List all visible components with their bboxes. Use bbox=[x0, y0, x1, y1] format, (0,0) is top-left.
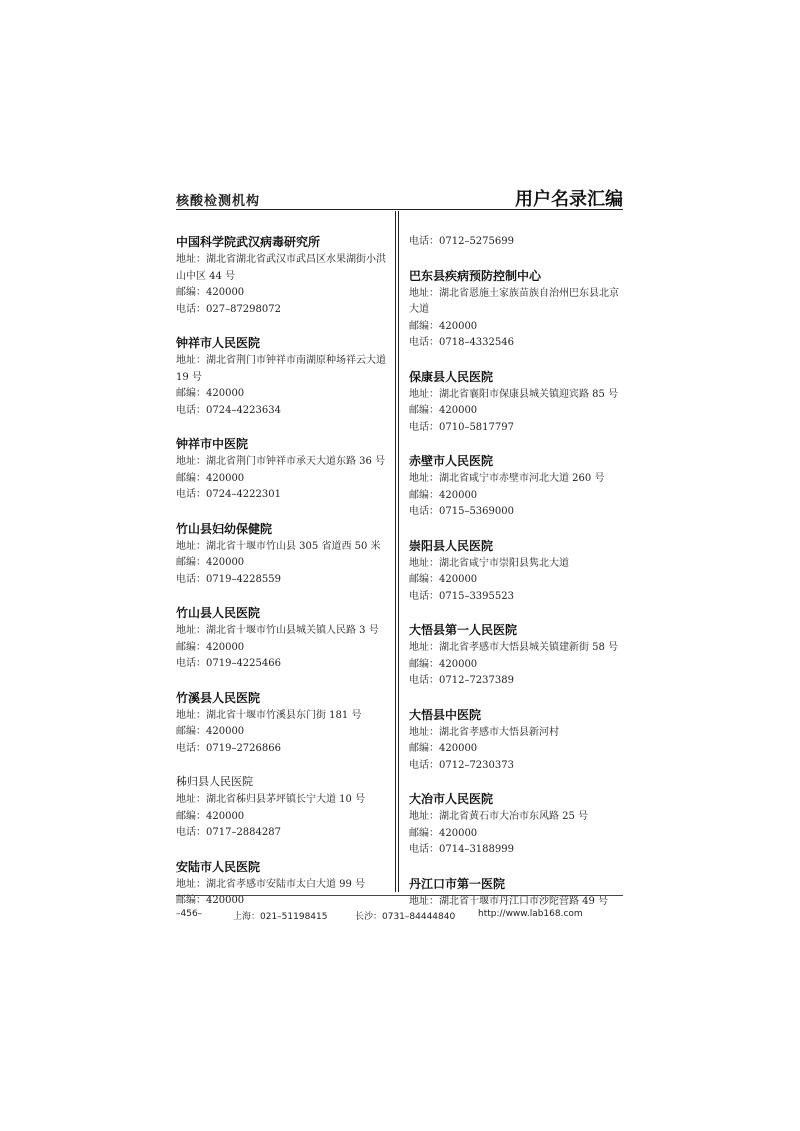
postcode-line: 邮编：420000 bbox=[176, 388, 245, 399]
phone-line: 电话：0719–2726866 bbox=[176, 742, 281, 754]
institution-name: 保康县人民医院 bbox=[409, 369, 494, 384]
postcode-line: 邮编：420000 bbox=[409, 827, 478, 839]
postcode-line: 邮编：420000 bbox=[176, 810, 245, 822]
address-line: 地址：湖北省襄阳市保康县城关镇迎宾路 85 号 bbox=[409, 388, 619, 400]
postcode-line: 邮编：420000 bbox=[176, 895, 245, 906]
institution-name: 大悟县中医院 bbox=[409, 707, 482, 722]
institution-entry bbox=[409, 791, 623, 859]
phone-line: 电话：0712–5275699 bbox=[409, 236, 514, 247]
institution-name: 赤壁市人民医院 bbox=[409, 454, 494, 468]
phone-line: 电话：0715–3395523 bbox=[409, 590, 514, 602]
address-line: 地址：湖北省孝感市安陆市太白大道 99 号 bbox=[176, 878, 366, 890]
footer-shanghai-phone: 上海：021–51198415 bbox=[233, 912, 328, 922]
phone-line: 电话：0724–4222301 bbox=[176, 489, 281, 500]
address-line: 地址：湖北省十堰市丹江口市沙陀营路 49 号 bbox=[409, 895, 609, 907]
postcode-line: 邮编：420000 bbox=[409, 320, 478, 332]
phone-line: 电话：0719–4225466 bbox=[176, 658, 281, 669]
address-line: 地址：湖北省咸宁市赤壁市河北大道 260 号 bbox=[409, 473, 605, 484]
institution-name: 竹山县人民医院 bbox=[176, 606, 261, 620]
footer-website-link[interactable]: http://www.lab168.com bbox=[478, 909, 583, 919]
phone-line: 电话：0719–4228559 bbox=[176, 573, 281, 585]
institution-entry bbox=[176, 335, 390, 419]
phone-line: 电话：0715–5369000 bbox=[409, 506, 514, 517]
institution-entry bbox=[176, 234, 390, 318]
phone-line: 电话：0724–4223634 bbox=[176, 404, 281, 416]
institution-name: 钟祥市人民医院 bbox=[176, 336, 261, 350]
postcode-line: 邮编：420000 bbox=[409, 743, 478, 754]
phone-line: 电话：0712–7237389 bbox=[409, 675, 514, 686]
header-rule bbox=[176, 209, 623, 210]
address-line: 地址：湖北省十堰市竹溪县东门街 181 号 bbox=[176, 709, 362, 721]
institution-entry bbox=[409, 707, 623, 775]
postcode-line: 邮编：420000 bbox=[409, 405, 478, 416]
institution-entry bbox=[409, 538, 623, 606]
institution-name: 钟祥市中医院 bbox=[176, 437, 249, 451]
phone-line: 电话：0712–7230373 bbox=[409, 759, 514, 771]
postcode-line: 邮编：420000 bbox=[176, 641, 245, 653]
institution-entry bbox=[176, 605, 390, 673]
column-separator bbox=[395, 211, 399, 892]
footer-rule bbox=[176, 895, 623, 896]
phone-line: 电话：027–87298072 bbox=[176, 303, 281, 315]
institution-entry bbox=[176, 690, 390, 758]
address-line: 地址：湖北省孝感市大悟县城关镇建新街 58 号 bbox=[409, 642, 619, 653]
institution-name: 秭归县人民医院 bbox=[176, 775, 253, 788]
postcode-line: 邮编：420000 bbox=[409, 574, 478, 585]
phone-line: 电话：0714–3188999 bbox=[409, 844, 514, 855]
institution-entry bbox=[409, 268, 623, 352]
postcode-line: 邮编：420000 bbox=[176, 726, 245, 737]
postcode-line: 邮编：420000 bbox=[409, 489, 478, 501]
page-number: –456– bbox=[176, 909, 203, 919]
left-column bbox=[176, 234, 390, 927]
postcode-line: 邮编：420000 bbox=[409, 658, 478, 670]
institution-name: 安陆市人民医院 bbox=[176, 859, 261, 874]
footer-changsha-phone: 长沙：0731–84444840 bbox=[355, 912, 456, 922]
phone-line: 电话：0710–5817797 bbox=[409, 421, 514, 433]
address-line: 地址：湖北省十堰市竹山县 305 省道西 50 米 bbox=[176, 540, 381, 552]
address-line: 地址：湖北省恩施土家族苗族自治州巴东县北京大道 bbox=[409, 287, 619, 315]
institution-entry bbox=[176, 521, 390, 589]
institution-name: 大悟县第一人民医院 bbox=[409, 623, 518, 637]
institution-name: 巴东县疾病预防控制中心 bbox=[409, 268, 542, 283]
address-line: 地址：湖北省湖北省武汉市武昌区水果湖街小洪山中区 44 号 bbox=[176, 254, 386, 282]
address-line: 地址：湖北省荆门市钟祥市承天大道东路 36 号 bbox=[176, 456, 386, 467]
running-title-left: 核酸检测机构 bbox=[176, 194, 261, 209]
institution-entry bbox=[409, 876, 623, 911]
institution-name: 中国科学院武汉病毒研究所 bbox=[176, 235, 321, 249]
address-line: 地址：湖北省黄石市大冶市东风路 25 号 bbox=[409, 811, 589, 822]
institution-entry bbox=[409, 369, 623, 437]
institution-name: 大冶市人民医院 bbox=[409, 792, 494, 806]
institution-entry bbox=[176, 859, 390, 910]
institution-name: 竹山县妇幼保健院 bbox=[176, 521, 273, 536]
postcode-line: 邮编：420000 bbox=[176, 472, 245, 484]
institution-entry bbox=[176, 436, 390, 504]
postcode-line: 邮编：420000 bbox=[176, 287, 245, 298]
phone-line: 电话：0717–2884287 bbox=[176, 827, 281, 838]
postcode-line: 邮编：420000 bbox=[176, 557, 245, 568]
running-title-right: 用户名录汇编 bbox=[515, 189, 623, 210]
institution-name: 丹江口市第一医院 bbox=[409, 876, 506, 891]
institution-entry bbox=[409, 622, 623, 690]
institution-entry bbox=[176, 774, 390, 842]
phone-line: 电话：0718–4332546 bbox=[409, 337, 514, 348]
address-line: 地址：湖北省秭归县茅坪镇长宁大道 10 号 bbox=[176, 794, 366, 805]
continued-entry bbox=[409, 234, 623, 251]
institution-name: 竹溪县人民医院 bbox=[176, 690, 261, 705]
institution-name: 崇阳县人民医院 bbox=[409, 538, 494, 553]
address-line: 地址：湖北省孝感市大悟县新河村 bbox=[409, 726, 559, 738]
institution-entry bbox=[409, 453, 623, 521]
address-line: 地址：湖北省咸宁市崇阳县隽北大道 bbox=[409, 557, 569, 569]
address-line: 地址：湖北省荆门市钟祥市南湖原种场祥云大道 19 号 bbox=[176, 355, 386, 383]
right-column bbox=[409, 234, 623, 927]
address-line: 地址：湖北省十堰市竹山县城关镇人民路 3 号 bbox=[176, 625, 379, 636]
